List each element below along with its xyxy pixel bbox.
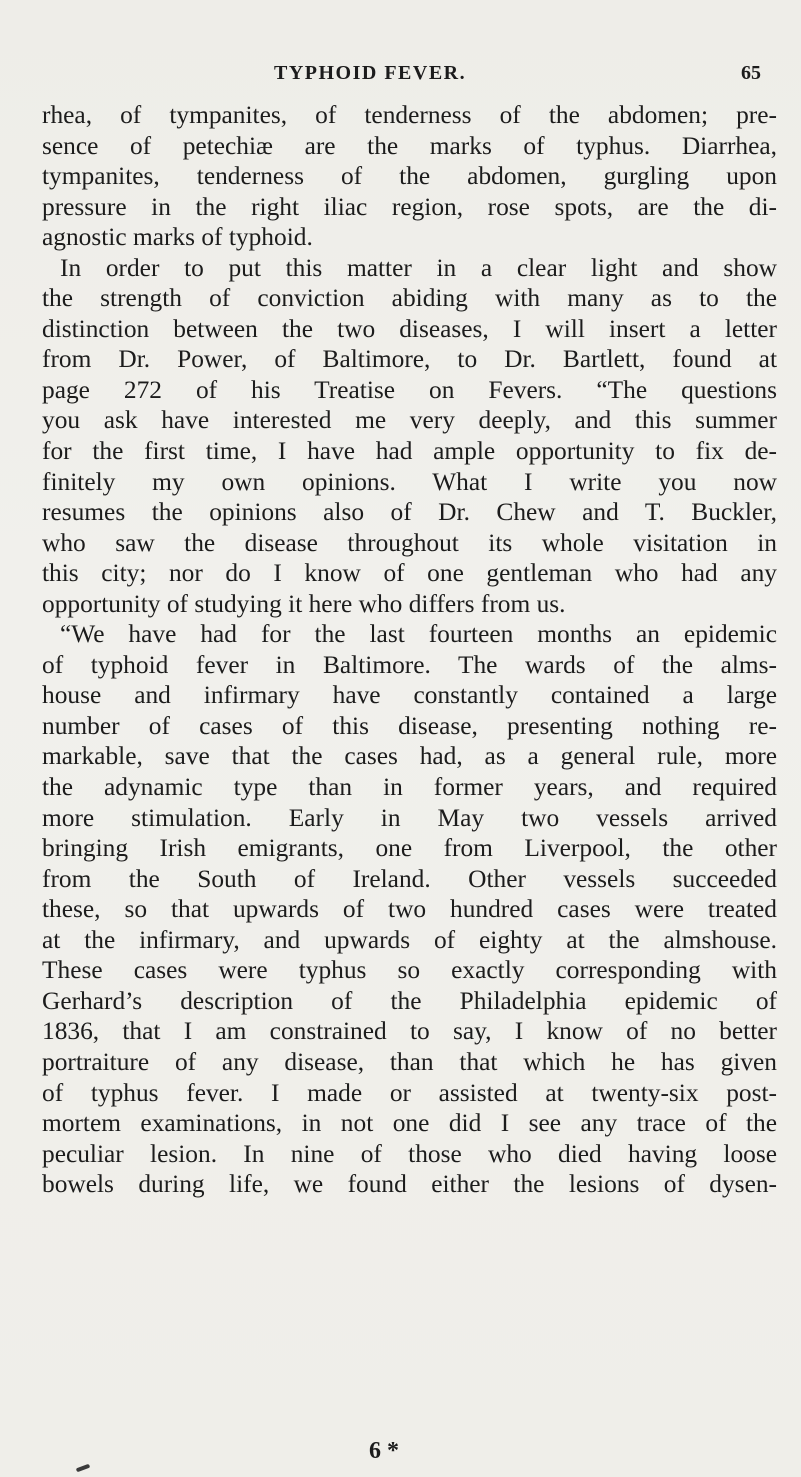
- text-line: portraiture of any disease, than that which he has given: [42, 1047, 777, 1076]
- text-line: house and infirmary have constantly contained a large: [42, 681, 777, 710]
- text-line: for the first time, I have had ample opportunity to fix de-: [42, 437, 777, 466]
- text-line: Gerhard’s description of the Philadelphia epidemic of: [42, 986, 777, 1015]
- text-line: “We have had for the last fourteen months an epidemic: [60, 620, 777, 649]
- text-line: these, so that upwards of two hundred cases were treated: [42, 895, 777, 924]
- text-line: opportunity of studying it here who differs from us.: [42, 589, 566, 618]
- text-line: you ask have interested me very deeply, and this summer: [42, 406, 777, 435]
- text-line: In order to put this matter in a clear light and show: [60, 253, 777, 282]
- text-line: bowels during life, we found either the lesions of dysen-: [42, 1170, 777, 1199]
- text-line: pressure in the right iliac region, rose spots, are the di-: [42, 192, 777, 221]
- text-line: bringing Irish emigrants, one from Liverpool, the other: [42, 834, 777, 863]
- text-line: more stimulation. Early in May two vessels arrived: [42, 803, 777, 832]
- text-line: at the infirmary, and upwards of eighty at the almshouse.: [42, 925, 777, 954]
- text-line: page 272 of his Treatise on Fevers. “The questions: [42, 375, 777, 404]
- text-line: from Dr. Power, of Baltimore, to Dr. Bartlett, found at: [42, 345, 777, 374]
- text-line: These cases were typhus so exactly corresponding with: [42, 956, 777, 985]
- text-line: peculiar lesion. In nine of those who died having loose: [42, 1139, 777, 1168]
- body-text: [42, 100, 777, 1200]
- text-line: sence of petechiæ are the marks of typhus. Diarrhea,: [42, 131, 777, 160]
- text-line: who saw the disease throughout its whole visitation in: [42, 528, 777, 557]
- text-line: from the South of Ireland. Other vessels succeeded: [42, 864, 777, 893]
- text-line: rhea, of tympanites, of tenderness of the abdomen; pre-: [42, 101, 777, 129]
- text-line: finitely my own opinions. What I write you now: [42, 467, 777, 496]
- text-line: of typhus fever. I made or assisted at twenty-six post-: [42, 1078, 777, 1107]
- text-line: number of cases of this disease, presenting nothing re-: [42, 711, 777, 740]
- ink-mark: [76, 1464, 91, 1473]
- text-line: the strength of conviction abiding with many as to the: [42, 284, 777, 313]
- text-line: tympanites, tenderness of the abdomen, gurgling upon: [42, 162, 777, 191]
- text-line: 1836, that I am constrained to say, I know of no better: [42, 1017, 777, 1046]
- text-line: agnostic marks of typhoid.: [42, 223, 313, 252]
- text-line: resumes the opinions also of Dr. Chew and T. Buckler,: [42, 498, 777, 527]
- running-head: TYPHOID FEVER.: [274, 62, 467, 84]
- signature-mark: 6 *: [369, 1438, 399, 1464]
- text-line: distinction between the two diseases, I will insert a letter: [42, 314, 777, 343]
- page-header: [0, 60, 801, 90]
- text-line: mortem examinations, in not one did I see any trace of the: [42, 1109, 777, 1138]
- text-line: the adynamic type than in former years, and required: [42, 773, 777, 802]
- page-number: 65: [741, 62, 761, 84]
- text-line: this city; nor do I know of one gentleman who had any: [42, 559, 777, 588]
- text-line: markable, save that the cases had, as a general rule, more: [42, 742, 777, 771]
- text-line: of typhoid fever in Baltimore. The wards of the alms-: [42, 650, 777, 679]
